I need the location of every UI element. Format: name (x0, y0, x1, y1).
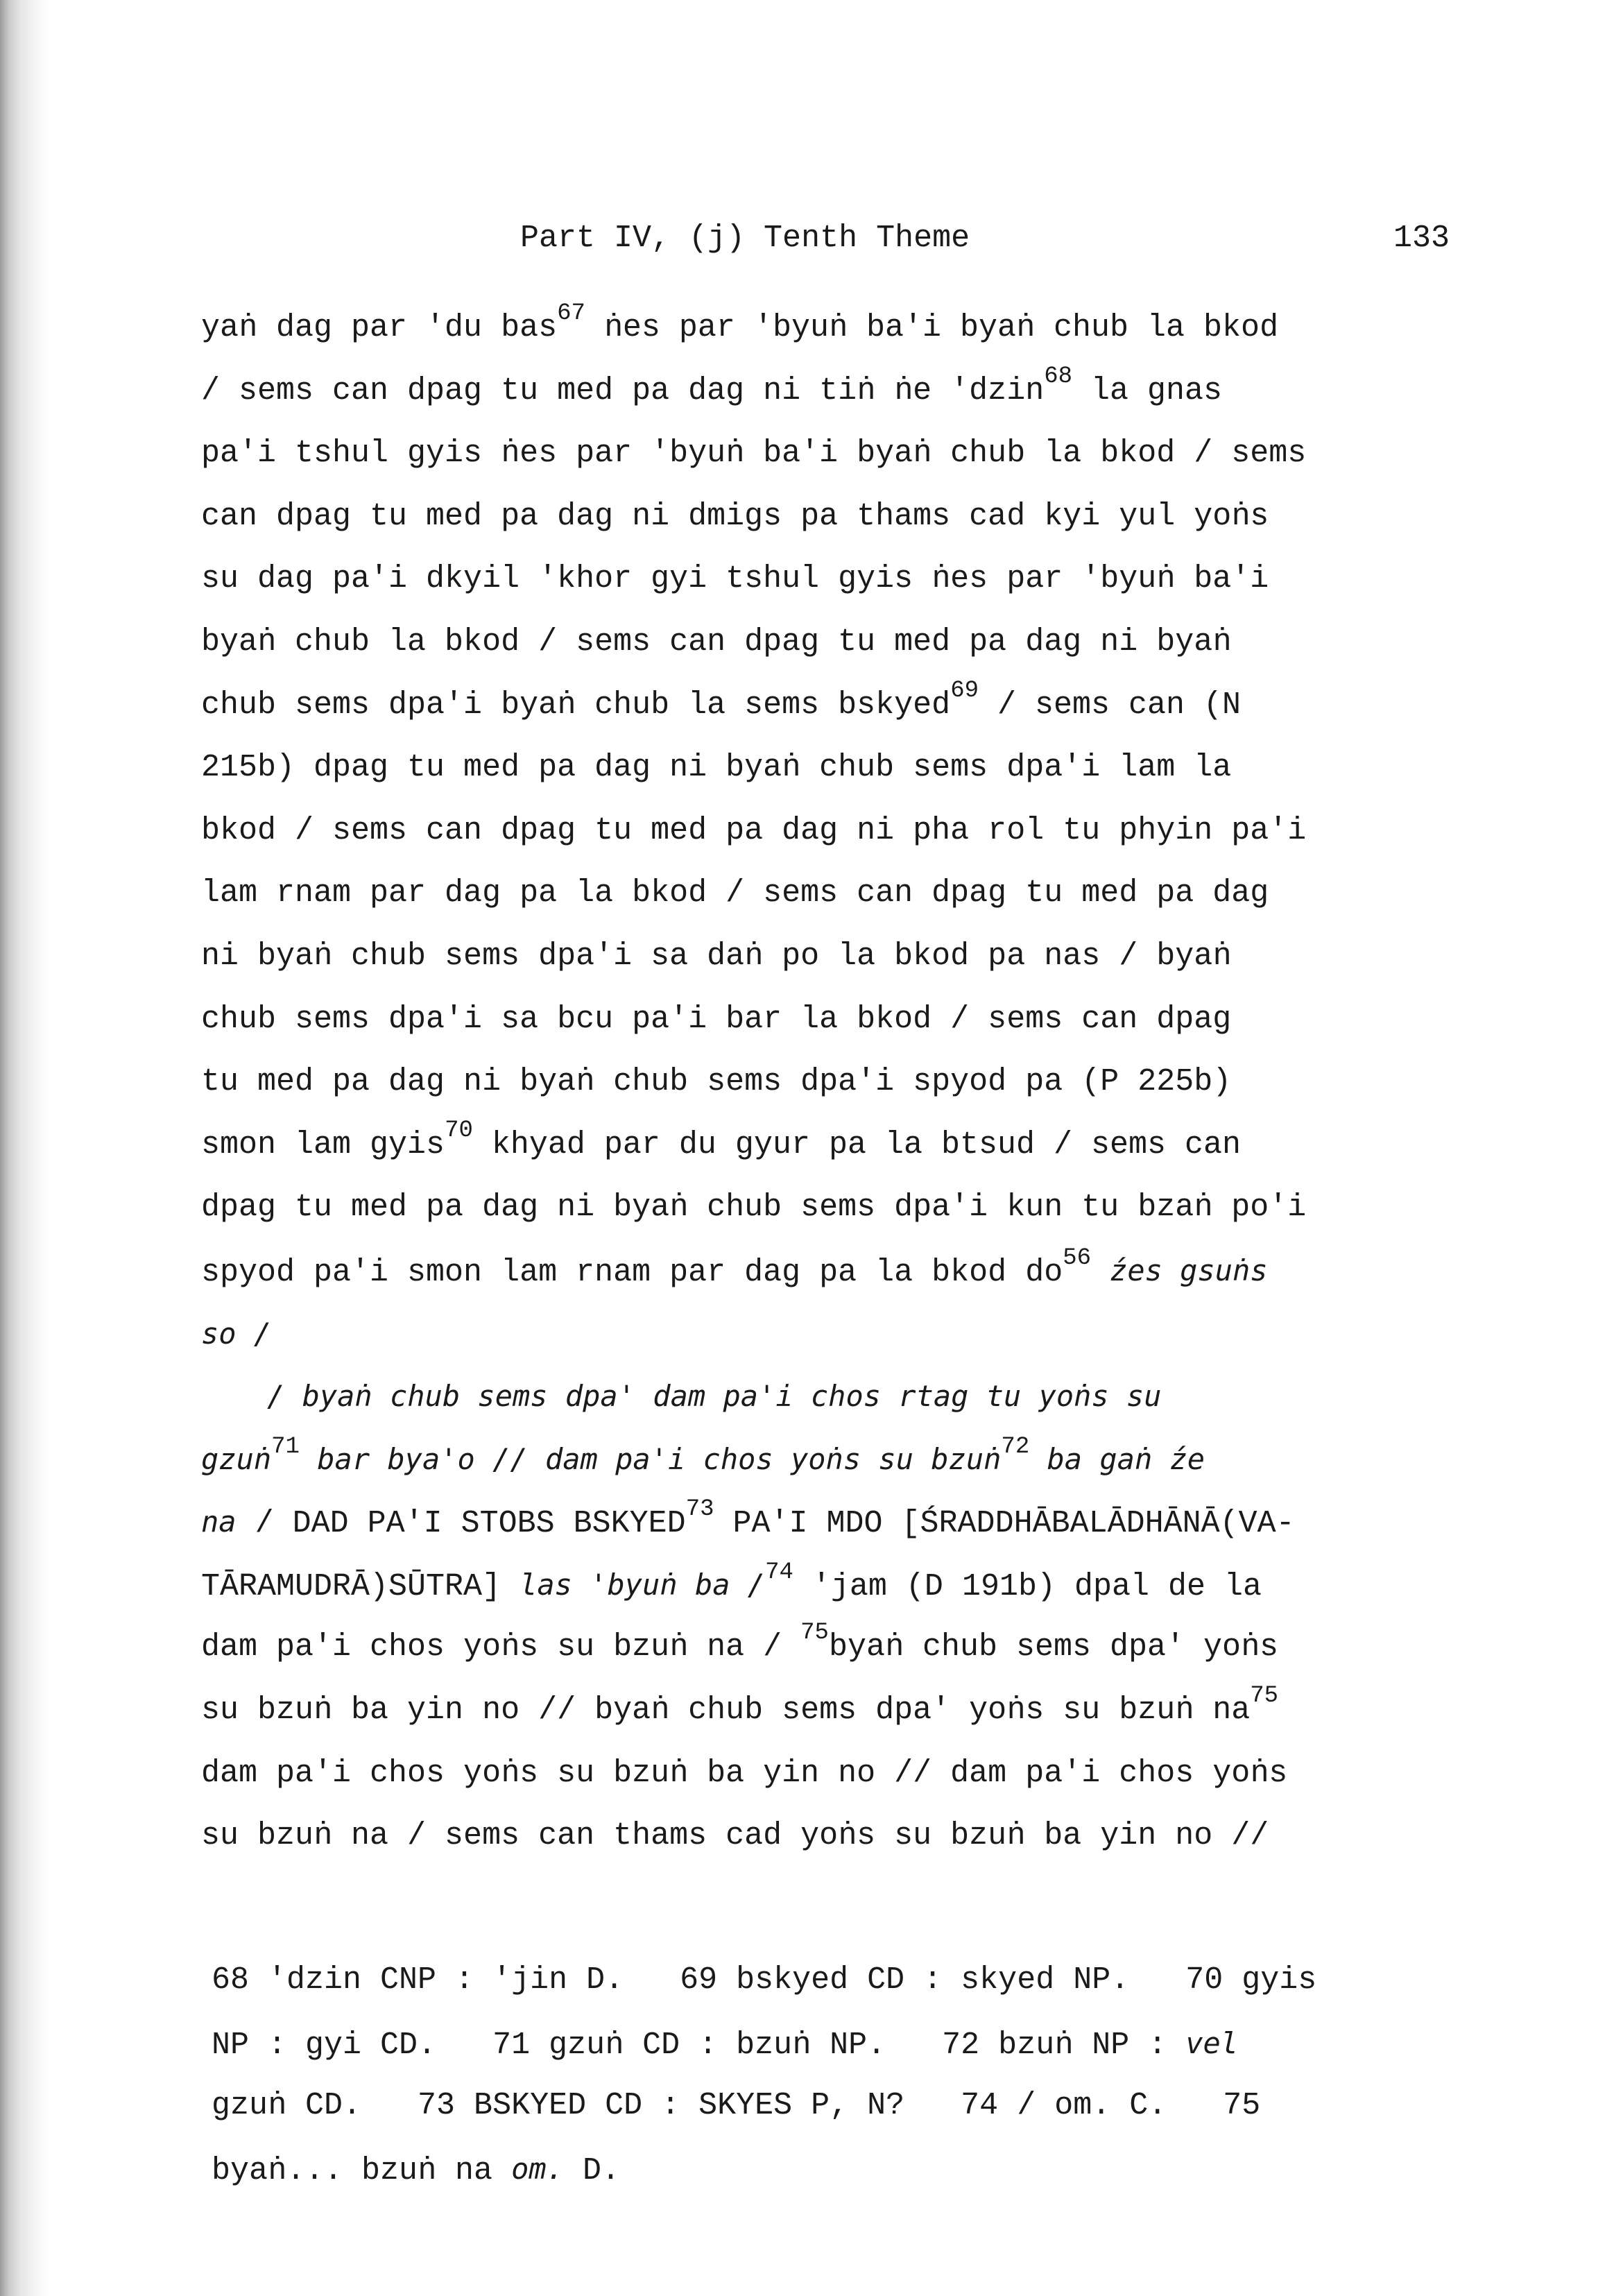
text-span: / sems can (N (979, 687, 1242, 723)
text-span: byaṅ... bzuṅ na (212, 2152, 512, 2188)
text-span: su bzuṅ ba yin no // byaṅ chub sems dpa' yoṅs su bzuṅ na (201, 1693, 1251, 1729)
text-line (201, 297, 1470, 360)
text-line: 215b) dpag tu med pa dag ni byaṅ chub sems dpa'i lam la (201, 750, 1232, 786)
footnote-ref: 74 (765, 1559, 793, 1586)
italic-span: so / (201, 1316, 272, 1351)
italic-span: źes gsuṅs (1110, 1253, 1268, 1287)
text-span: TĀRAMUDRĀ)SŪTRA] (201, 1568, 520, 1604)
footnote-ref: 69 (950, 677, 979, 704)
text-line (201, 1679, 1470, 1742)
text-line (201, 1240, 1470, 1303)
italic-span: vel (1185, 2025, 1239, 2060)
footnote-line: 68 'dzin CNP : 'jin D. 69 bskyed CD : skyed NP. 70 gyis (212, 1962, 1317, 1998)
text-span (1091, 1255, 1110, 1290)
text-line (201, 1428, 1470, 1491)
text-span: byaṅ chub sems dpa' yoṅs (828, 1629, 1279, 1665)
text-line: dam pa'i chos yoṅs su bzuṅ ba yin no // dam pa'i chos yoṅs (201, 1755, 1288, 1791)
text-line: lam rnam par dag pa la bkod / sems can dpag tu med pa dag (201, 875, 1269, 911)
page-header (201, 221, 1450, 269)
text-line (201, 1365, 1470, 1428)
footnote-line: gzuṅ CD. 73 BSKYED CD : SKYES P, N? 74 / om. C. 75 (212, 2088, 1261, 2124)
text-line: byaṅ chub la bkod / sems can dpag tu med pa dag ni byaṅ (201, 624, 1232, 660)
footnote-line (212, 2012, 1481, 2075)
text-span: yaṅ dag par 'du bas (201, 310, 558, 345)
footnote-ref: 71 (271, 1433, 300, 1460)
text-span: la gnas (1072, 372, 1223, 409)
italic-span: las 'byuṅ ba / (519, 1567, 766, 1602)
italic-span: om. (511, 2151, 564, 2186)
italic-span: bar bya'o // dam pa'i chos yoṅs su bzuṅ (299, 1441, 1002, 1476)
text-line: chub sems dpa'i sa bcu pa'i bar la bkod / sems can dpag (201, 1001, 1232, 1037)
footnote-ref: 70 (445, 1117, 473, 1144)
footnote-ref: 75 (1250, 1683, 1279, 1710)
text-span: 'jam (D 191b) dpal de la (793, 1568, 1262, 1604)
text-line: can dpag tu med pa dag ni dmigs pa thams cad kyi yul yoṅs (201, 498, 1269, 534)
text-span: spyod pa'i smon lam rnam par dag pa la bkod do (201, 1254, 1063, 1290)
footnotes (212, 1949, 1481, 2200)
text-line: pa'i tshul gyis ṅes par 'byuṅ ba'i byaṅ chub la bkod / sems (201, 436, 1307, 472)
footnote-ref: 73 (685, 1496, 714, 1523)
text-line: su dag pa'i dkyil 'khor gyi tshul gyis ṅes par 'byuṅ ba'i (201, 561, 1269, 597)
text-line (201, 360, 1470, 423)
footnote-ref: 72 (1001, 1433, 1030, 1460)
text-span: NP : gyi CD. 71 gzuṅ CD : bzuṅ NP. 72 bzuṅ NP : (212, 2027, 1186, 2063)
text-line: tu med pa dag ni byaṅ chub sems dpa'i spyod pa (P 225b) (201, 1064, 1232, 1100)
text-span: PA'I MDO [ŚRADDHĀBALĀDHĀNĀ(VA- (714, 1506, 1295, 1542)
text-span: / sems can dpag tu med pa dag ni tiṅ ṅe 'dzin (201, 372, 1045, 409)
text-line (201, 1114, 1470, 1177)
footnote-line (212, 2138, 1481, 2201)
main-text (201, 297, 1470, 1868)
footnote-ref: 68 (1044, 363, 1073, 390)
text-line (201, 1491, 1470, 1554)
italic-span: / byaṅ chub sems dpa' dam pa'i chos rtag tu yoṅs su (267, 1379, 1162, 1414)
text-span: D. (563, 2152, 620, 2188)
text-line: ni byaṅ chub sems dpa'i sa daṅ po la bkod pa nas / byaṅ (201, 938, 1232, 974)
footnote-ref: 75 (800, 1620, 829, 1647)
page-number: 133 (1393, 221, 1450, 256)
text-line (201, 1303, 1470, 1366)
italic-span: gzuṅ (201, 1441, 272, 1476)
text-span: chub sems dpa'i byaṅ chub la sems bskyed (201, 687, 951, 723)
text-line (201, 674, 1470, 737)
text-line (201, 1616, 1470, 1679)
text-span: khyad par du gyur pa la btsud / sems can (472, 1126, 1242, 1163)
text-span: dam pa'i chos yoṅs su bzuṅ na / (201, 1629, 801, 1665)
scan-edge (0, 0, 49, 2296)
text-line (201, 1554, 1470, 1617)
italic-span: na (201, 1505, 237, 1539)
text-line: su bzuṅ na / sems can thams cad yoṅs su bzuṅ ba yin no // (201, 1818, 1269, 1854)
footnote-ref: 56 (1063, 1244, 1092, 1271)
footnote-ref: 67 (557, 300, 585, 327)
text-span: / DAD PA'I STOBS BSKYED (236, 1506, 686, 1542)
running-head: Part IV, (j) Tenth Theme (520, 221, 970, 256)
text-span: ṅes par 'byuṅ ba'i byaṅ chub la bkod (585, 310, 1279, 345)
italic-span: ba gaṅ źe (1029, 1441, 1205, 1476)
text-span: smon lam gyis (201, 1126, 445, 1163)
text-line: dpag tu med pa dag ni byaṅ chub sems dpa'i kun tu bzaṅ po'i (201, 1190, 1307, 1226)
text-line: bkod / sems can dpag tu med pa dag ni pha rol tu phyin pa'i (201, 812, 1307, 848)
